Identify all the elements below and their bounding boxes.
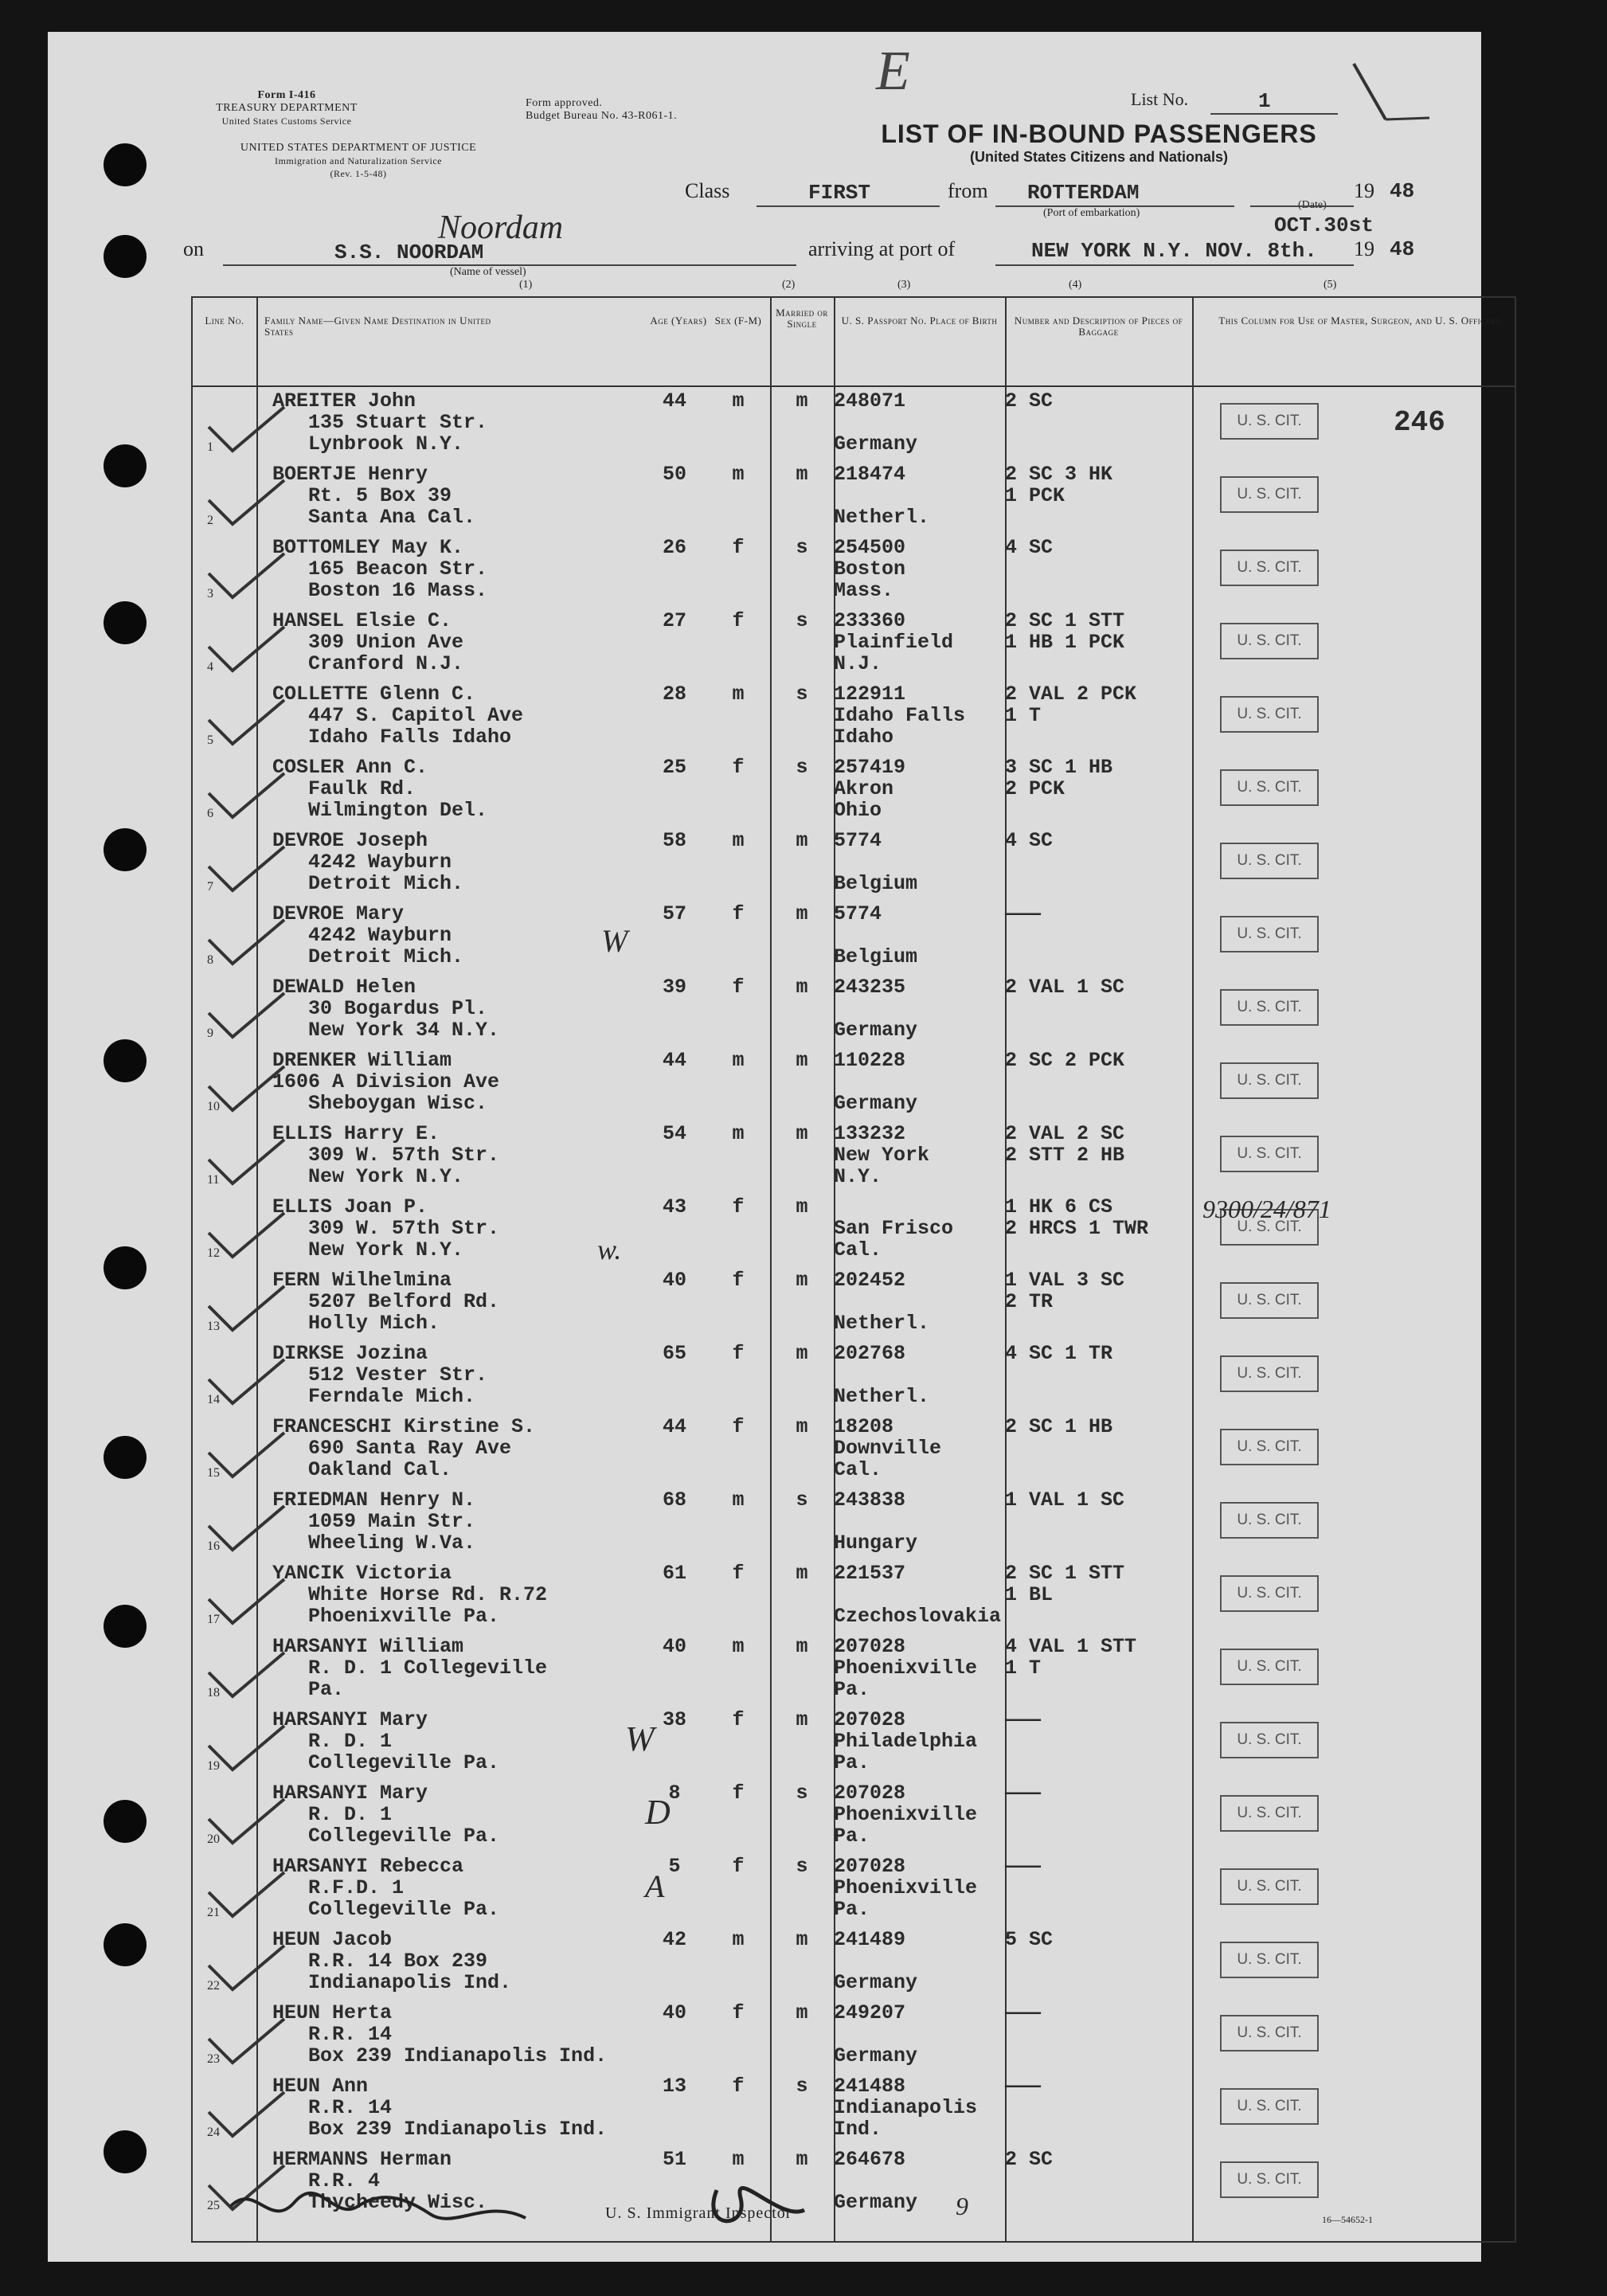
passenger-marital-status: s — [796, 683, 808, 706]
line-number: 1 — [207, 440, 213, 454]
punch-hole — [104, 2130, 147, 2173]
document-title: LIST OF IN-BOUND PASSENGERS — [881, 119, 1317, 148]
us-citizen-stamp: U. S. CIT. — [1220, 2161, 1319, 2198]
top-mark: E — [876, 41, 910, 102]
passenger-marital-status: s — [796, 609, 808, 632]
passenger-age: 28 — [662, 683, 686, 706]
table-row — [193, 1486, 1515, 1559]
passenger-marital-status: m — [796, 1049, 808, 1072]
table-row — [193, 534, 1515, 607]
passenger-marital-status: m — [796, 829, 808, 852]
passenger-sex: f — [732, 1342, 745, 1365]
baggage-description: 2 VAL 2 PCK 1 T — [1005, 683, 1137, 727]
passenger-name-address: DEWALD Helen 30 Bogardus Pl. New York 34 N.Y. — [272, 976, 500, 1042]
passenger-sex: f — [732, 1855, 745, 1878]
table-row — [193, 900, 1515, 973]
passport-birthplace: 248071 Germany — [834, 389, 918, 456]
passenger-name-address: HANSEL Elsie C. 309 Union Ave Cranford N.J. — [272, 609, 464, 675]
arriving-label: arriving at port of — [808, 237, 956, 260]
passenger-marital-status: m — [796, 1122, 808, 1145]
arriving-year: 48 — [1390, 237, 1415, 261]
baggage-description: 2 SC 3 HK 1 PCK — [1005, 463, 1113, 507]
passport-birthplace: San Frisco Cal. — [834, 1217, 954, 1261]
passenger-age: 44 — [662, 389, 686, 413]
passport-birthplace: 133232 New York N.Y. — [834, 1122, 930, 1188]
us-citizen-stamp: U. S. CIT. — [1220, 1942, 1319, 1978]
us-citizen-stamp: U. S. CIT. — [1220, 2015, 1319, 2052]
us-citizen-stamp: U. S. CIT. — [1220, 696, 1319, 733]
passenger-sex: f — [732, 1195, 745, 1218]
passport-birthplace: 254500 Boston Mass. — [834, 536, 906, 602]
passenger-age: 42 — [662, 1928, 686, 1951]
us-citizen-stamp: U. S. CIT. — [1220, 623, 1319, 659]
passenger-age: 58 — [662, 829, 686, 852]
passenger-age: 40 — [662, 1269, 686, 1292]
passenger-marital-status: m — [796, 1562, 808, 1585]
passenger-marital-status: m — [796, 976, 808, 999]
passenger-sex: m — [732, 1635, 745, 1658]
passenger-marital-status: m — [796, 463, 808, 486]
passenger-age: 65 — [662, 1342, 686, 1365]
baggage-description: 2 SC — [1005, 2148, 1054, 2171]
us-citizen-stamp: U. S. CIT. — [1220, 843, 1319, 879]
document-title-block — [876, 119, 1322, 166]
a-mark: A — [645, 1868, 665, 1904]
passenger-age: 40 — [662, 1635, 686, 1658]
table-row — [193, 2072, 1515, 2145]
baggage-description: 2 SC 1 STT 1 BL — [1005, 1562, 1125, 1606]
baggage-description: 2 SC 2 PCK — [1005, 1049, 1125, 1072]
us-citizen-stamp: U. S. CIT. — [1220, 769, 1319, 806]
punch-hole — [104, 1039, 147, 1082]
table-row — [193, 1413, 1515, 1486]
punch-hole — [104, 1246, 147, 1289]
top-slash-mark — [1338, 56, 1433, 127]
passenger-name-address: HARSANYI William R. D. 1 Collegeville Pa. — [272, 1635, 548, 1701]
table-row — [193, 1046, 1515, 1120]
baggage-description: 5 SC — [1005, 1928, 1054, 1951]
w-mark: W — [601, 923, 628, 959]
baggage-description: 4 SC — [1005, 829, 1054, 852]
passenger-age: 27 — [662, 609, 686, 632]
passport-birthplace: 207028 Philadelphia Pa. — [834, 1708, 978, 1774]
col-num: (3) — [897, 279, 911, 291]
baggage-description: 2 SC 1 STT 1 HB 1 PCK — [1005, 609, 1125, 654]
passenger-age: 39 — [662, 976, 686, 999]
vessel-value: S.S. NOORDAM — [334, 241, 484, 264]
passenger-sex: f — [732, 756, 745, 779]
passenger-rows — [193, 387, 1515, 2219]
col-header-name: Family Name—Given Name Destination in United States — [264, 315, 491, 338]
us-citizen-stamp: U. S. CIT. — [1220, 989, 1319, 1026]
us-citizen-stamp: U. S. CIT. — [1220, 1649, 1319, 1685]
baggage-description: 3 SC 1 HB 2 PCK — [1005, 756, 1113, 800]
col-header-passport: U. S. Passport No. Place of Birth — [841, 315, 998, 327]
passenger-sex: f — [732, 2075, 745, 2098]
line-number: 13 — [207, 1320, 220, 1333]
arriving-year-prefix: 19 — [1354, 237, 1374, 260]
passenger-name-address: FRIEDMAN Henry N. 1059 Main Str. Wheeling W.Va. — [272, 1488, 476, 1555]
passenger-marital-status: m — [796, 1708, 808, 1731]
baggage-description: ——— — [1005, 2075, 1042, 2098]
line-number: 11 — [207, 1173, 220, 1187]
passenger-age: 44 — [662, 1415, 686, 1438]
passenger-age: 51 — [662, 2148, 686, 2171]
page-number: 246 — [1394, 406, 1445, 439]
table-row — [193, 607, 1515, 680]
passenger-sex: m — [732, 463, 745, 486]
passport-birthplace: 202452 Netherl. — [834, 1269, 930, 1335]
passenger-age: 57 — [662, 902, 686, 925]
baggage-description: ——— — [1005, 1855, 1042, 1878]
punch-hole — [104, 235, 147, 278]
passport-birthplace: 207028 Phoenixville Pa. — [834, 1782, 978, 1848]
passenger-age: 38 — [662, 1708, 686, 1731]
passport-birthplace: 249207 Germany — [834, 2001, 918, 2067]
passenger-sex: f — [732, 1708, 745, 1731]
line-number: 4 — [207, 660, 213, 674]
line-number: 9 — [207, 1027, 213, 1040]
d-mark: D — [645, 1793, 671, 1832]
passport-birthplace: 110228 Germany — [834, 1049, 918, 1115]
passenger-name-address: COSLER Ann C. Faulk Rd. Wilmington Del. — [272, 756, 488, 822]
passenger-marital-status: m — [796, 1635, 808, 1658]
on-label: on — [183, 237, 204, 260]
form-code: 16—54652-1 — [1322, 2214, 1373, 2225]
passenger-sex: f — [732, 536, 745, 559]
us-citizen-stamp: U. S. CIT. — [1220, 1575, 1319, 1612]
baggage-description: 1 VAL 3 SC 2 TR — [1005, 1269, 1125, 1313]
passenger-name-address: DEVROE Joseph 4242 Wayburn Detroit Mich. — [272, 829, 464, 895]
passenger-marital-status: m — [796, 1195, 808, 1218]
passport-birthplace: 243838 Hungary — [834, 1488, 918, 1555]
passenger-name-address: FRANCESCHI Kirstine S. 690 Santa Ray Ave Oakland Cal. — [272, 1415, 536, 1481]
us-citizen-stamp: U. S. CIT. — [1220, 1502, 1319, 1539]
passenger-age: 26 — [662, 536, 686, 559]
passenger-sex: m — [732, 1049, 745, 1072]
line-number: 25 — [207, 2199, 220, 2212]
class-label: Class — [685, 179, 730, 202]
col-header-sex: Sex (F-M) — [714, 315, 762, 327]
passenger-sex: f — [732, 609, 745, 632]
w-mark: w. — [597, 1234, 622, 1265]
col-header-baggage: Number and Description of Pieces of Baggage — [1014, 315, 1183, 338]
col-header-age: Age (Years) — [650, 315, 707, 327]
passenger-sex: m — [732, 2148, 745, 2171]
passport-birthplace: 207028 Phoenixville Pa. — [834, 1855, 978, 1921]
us-citizen-stamp: U. S. CIT. — [1220, 916, 1319, 952]
col-header-line: Line No. — [205, 315, 244, 327]
col-num: (1) — [519, 279, 533, 291]
passenger-name-address: HARSANYI Rebecca R.F.D. 1 Collegeville Pa. — [272, 1855, 500, 1921]
passport-birthplace: 241488 Indianapolis Ind. — [834, 2075, 978, 2141]
us-citizen-stamp: U. S. CIT. — [1220, 1136, 1319, 1172]
passport-birthplace: 202768 Netherl. — [834, 1342, 930, 1408]
passenger-name-address: DEVROE Mary 4242 Wayburn Detroit Mich. — [272, 902, 464, 968]
table-row — [193, 1706, 1515, 1779]
passport-birthplace: 243235 Germany — [834, 976, 918, 1042]
table-row — [193, 1999, 1515, 2072]
passport-birthplace: 264678 Germany — [834, 2148, 918, 2214]
passenger-sex: f — [732, 1415, 745, 1438]
passenger-marital-status: m — [796, 1415, 808, 1438]
us-citizen-stamp: U. S. CIT. — [1220, 1062, 1319, 1099]
passenger-marital-status: m — [796, 389, 808, 413]
passenger-sex: m — [732, 683, 745, 706]
passenger-marital-status: m — [796, 2001, 808, 2024]
vessel-caption: (Name of vessel) — [450, 266, 526, 278]
list-no-value: 1 — [1258, 89, 1271, 113]
baggage-description: ——— — [1005, 1708, 1042, 1731]
line-number: 19 — [207, 1759, 220, 1773]
punch-hole — [104, 143, 147, 186]
passenger-name-address: YANCIK Victoria White Horse Rd. R.72 Phoenixville Pa. — [272, 1562, 548, 1628]
passenger-age: 54 — [662, 1122, 686, 1145]
table-row — [193, 827, 1515, 900]
passenger-marital-status: m — [796, 2148, 808, 2171]
passenger-sex: f — [732, 976, 745, 999]
passenger-name-address: HEUN Herta R.R. 14 Box 239 Indianapolis Ind. — [272, 2001, 608, 2067]
passport-birthplace: 18208 Downville Cal. — [834, 1415, 942, 1481]
table-row — [193, 1120, 1515, 1193]
us-citizen-stamp: U. S. CIT. — [1220, 550, 1319, 586]
line-number: 10 — [207, 1100, 220, 1113]
passenger-marital-status: s — [796, 536, 808, 559]
line-number: 12 — [207, 1246, 220, 1260]
passenger-sex: m — [732, 1488, 745, 1512]
passport-birthplace: 257419 Akron Ohio — [834, 756, 906, 822]
passenger-name-address: AREITER John 135 Stuart Str. Lynbrook N.Y. — [272, 389, 488, 456]
col-num: (4) — [1069, 279, 1082, 291]
us-citizen-stamp: U. S. CIT. — [1220, 403, 1319, 440]
us-citizen-stamp: U. S. CIT. — [1220, 476, 1319, 513]
passenger-age: 40 — [662, 2001, 686, 2024]
passenger-name-address: HARSANYI Mary R. D. 1 Collegeville Pa. — [272, 1708, 500, 1774]
us-citizen-stamp: U. S. CIT. — [1220, 1355, 1319, 1392]
baggage-description: 2 SC — [1005, 389, 1054, 413]
passenger-name-address: BOTTOMLEY May K. 165 Beacon Str. Boston 16 Mass. — [272, 536, 488, 602]
passenger-age: 44 — [662, 1049, 686, 1072]
line-number: 24 — [207, 2126, 220, 2139]
w-mark: W — [625, 1719, 655, 1758]
punch-hole — [104, 444, 147, 487]
passenger-sex: f — [732, 1562, 745, 1585]
passenger-age: 13 — [662, 2075, 686, 2098]
table-row — [193, 1779, 1515, 1852]
passenger-name-address: BOERTJE Henry Rt. 5 Box 39 Santa Ana Cal. — [272, 463, 476, 529]
passenger-marital-status: m — [796, 902, 808, 925]
punch-hole — [104, 828, 147, 871]
list-no-label: List No. — [1131, 89, 1189, 109]
passenger-marital-status: s — [796, 1488, 808, 1512]
passenger-sex: f — [732, 1269, 745, 1292]
baggage-description: ——— — [1005, 902, 1042, 925]
line-number: 22 — [207, 1979, 220, 1993]
passenger-sex: m — [732, 389, 745, 413]
table-row — [193, 1926, 1515, 1999]
table-row — [193, 387, 1515, 460]
ellis-note: 9300/24/871 — [1202, 1195, 1331, 1223]
class-value: FIRST — [808, 181, 871, 205]
baggage-description: 2 SC 1 HB — [1005, 1415, 1113, 1438]
column-header-row — [193, 298, 1515, 387]
line-number: 2 — [207, 514, 213, 527]
table-row — [193, 1852, 1515, 1926]
col-num: (5) — [1324, 279, 1337, 291]
passenger-name-address: HEUN Jacob R.R. 14 Box 239 Indianapolis Ind. — [272, 1928, 512, 1994]
passport-birthplace: 218474 Netherl. — [834, 463, 930, 529]
inspector-label: U. S. Immigrant Inspector — [605, 2204, 792, 2222]
passenger-sex: m — [732, 1928, 745, 1951]
doj-block: UNITED STATES DEPARTMENT OF JUSTICE Immigration and Naturalization Service (Rev. 1-5-48) — [240, 142, 477, 179]
passenger-marital-status: s — [796, 1782, 808, 1805]
line-number: 23 — [207, 2052, 220, 2066]
line-number: 20 — [207, 1832, 220, 1846]
baggage-description: 1 VAL 1 SC — [1005, 1488, 1125, 1512]
us-citizen-stamp: U. S. CIT. — [1220, 2088, 1319, 2125]
passenger-sex: f — [732, 2001, 745, 2024]
col-header-married: Married or Single — [776, 307, 828, 330]
passenger-marital-status: s — [796, 2075, 808, 2098]
us-citizen-stamp: U. S. CIT. — [1220, 1868, 1319, 1905]
table-row — [193, 973, 1515, 1046]
table-row — [193, 1266, 1515, 1340]
port-caption: (Port of embarkation) — [1043, 207, 1140, 219]
line-number: 15 — [207, 1466, 220, 1480]
passenger-age: 25 — [662, 756, 686, 779]
line-number: 14 — [207, 1393, 220, 1406]
passenger-age: 8 — [668, 1782, 681, 1805]
passenger-name-address: DIRKSE Jozina 512 Vester Str. Ferndale Mich. — [272, 1342, 488, 1408]
passenger-sex: f — [732, 1782, 745, 1805]
col-num: (2) — [782, 279, 796, 291]
punch-hole — [104, 1436, 147, 1479]
us-citizen-stamp: U. S. CIT. — [1220, 1722, 1319, 1758]
table-row — [193, 680, 1515, 753]
passenger-sex: f — [732, 902, 745, 925]
passenger-name-address: DRENKER William 1606 A Division Ave Sheboygan Wisc. — [272, 1049, 500, 1115]
us-citizen-stamp: U. S. CIT. — [1220, 1209, 1319, 1246]
form-id-block: Form I-416 TREASURY DEPARTMENT United States Customs Service — [216, 89, 358, 127]
line-number: 18 — [207, 1686, 220, 1700]
baggage-description: 1 HK 6 CS 2 HRCS 1 TWR — [1005, 1195, 1149, 1240]
passenger-name-address: COLLETTE Glenn C. 447 S. Capitol Ave Idaho Falls Idaho — [272, 683, 524, 749]
passenger-name-address: HEUN Ann R.R. 14 Box 239 Indianapolis Ind. — [272, 2075, 608, 2141]
passport-birthplace: 5774 Belgium — [834, 829, 918, 895]
document-subtitle: (United States Citizens and Nationals) — [969, 149, 1229, 165]
passenger-name-address: FERN Wilhelmina 5207 Belford Rd. Holly Mich. — [272, 1269, 500, 1335]
us-citizen-stamp: U. S. CIT. — [1220, 1282, 1319, 1319]
table-row — [193, 460, 1515, 534]
passport-birthplace: 122911 Idaho Falls Idaho — [834, 683, 966, 749]
table-row — [193, 753, 1515, 827]
passport-birthplace: 221537 Czechoslovakia — [834, 1562, 1002, 1628]
line-number: 21 — [207, 1906, 220, 1919]
line-number: 5 — [207, 733, 213, 747]
col-header-officers: This Column for Use of Master, Surgeon, and U. S. Officers — [1218, 315, 1500, 327]
punch-hole — [104, 1923, 147, 1966]
line-number: 16 — [207, 1539, 220, 1553]
year-prefix: 19 — [1354, 179, 1374, 202]
from-value: ROTTERDAM — [1027, 181, 1140, 205]
passenger-name-address: HARSANYI Mary R. D. 1 Collegeville Pa. — [272, 1782, 500, 1848]
inspector-signature — [223, 2174, 860, 2238]
arriving-value: NEW YORK N.Y. NOV. 8th. — [1031, 239, 1317, 263]
baggage-description: ——— — [1005, 2001, 1042, 2024]
passenger-age: 61 — [662, 1562, 686, 1585]
baggage-description: 2 VAL 1 SC — [1005, 976, 1125, 999]
year-value: 48 — [1390, 179, 1415, 203]
line-number: 8 — [207, 953, 213, 967]
passport-birthplace: 5774 Belgium — [834, 902, 918, 968]
passenger-table — [191, 279, 1516, 2243]
date-caption: (Date) — [1298, 199, 1327, 211]
passenger-marital-status: s — [796, 756, 808, 779]
passenger-age: 5 — [668, 1855, 681, 1878]
passenger-name-address: ELLIS Harry E. 309 W. 57th Str. New York N.Y. — [272, 1122, 500, 1188]
passport-birthplace: 233360 Plainfield N.J. — [834, 609, 954, 675]
line-number: 17 — [207, 1613, 220, 1626]
passenger-age: 50 — [662, 463, 686, 486]
footer-mark: 9 — [956, 2192, 968, 2220]
baggage-description: ——— — [1005, 1782, 1042, 1805]
passenger-age: 43 — [662, 1195, 686, 1218]
date-value: OCT.30st — [1274, 213, 1374, 237]
from-label: from — [948, 179, 988, 202]
passenger-marital-status: s — [796, 1855, 808, 1878]
baggage-description: 4 SC — [1005, 536, 1054, 559]
table-row — [193, 1340, 1515, 1413]
line-number: 6 — [207, 807, 213, 820]
us-citizen-stamp: U. S. CIT. — [1220, 1429, 1319, 1465]
baggage-description: 2 VAL 2 SC 2 STT 2 HB — [1005, 1122, 1125, 1167]
passenger-sex: m — [732, 1122, 745, 1145]
passenger-name-address: ELLIS Joan P. 309 W. 57th Str. New York N.Y. — [272, 1195, 500, 1261]
table-row — [193, 1559, 1515, 1633]
table-row — [193, 1633, 1515, 1706]
line-number: 7 — [207, 880, 213, 894]
us-citizen-stamp: U. S. CIT. — [1220, 1795, 1319, 1832]
passenger-marital-status: m — [796, 1928, 808, 1951]
line-number: 3 — [207, 587, 213, 600]
passport-birthplace: 207028 Phoenixville Pa. — [834, 1635, 978, 1701]
approval-block: Form approved. Budget Bureau No. 43-R061-1. — [526, 97, 678, 122]
passport-birthplace: 241489 Germany — [834, 1928, 918, 1994]
passenger-sex: m — [732, 829, 745, 852]
punch-hole — [104, 1800, 147, 1843]
punch-hole — [104, 1605, 147, 1648]
punch-hole — [104, 601, 147, 644]
passenger-marital-status: m — [796, 1269, 808, 1292]
baggage-description: 4 SC 1 TR — [1005, 1342, 1113, 1365]
passenger-age: 68 — [662, 1488, 686, 1512]
passenger-marital-status: m — [796, 1342, 808, 1365]
passenger-name-address: HERMANNS Herman R.R. 4 Thycheedy Wisc. — [272, 2148, 488, 2214]
baggage-description: 4 VAL 1 STT 1 T — [1005, 1635, 1137, 1680]
manifest-page — [48, 32, 1500, 2262]
vessel-handwritten: Noordam — [438, 209, 564, 246]
